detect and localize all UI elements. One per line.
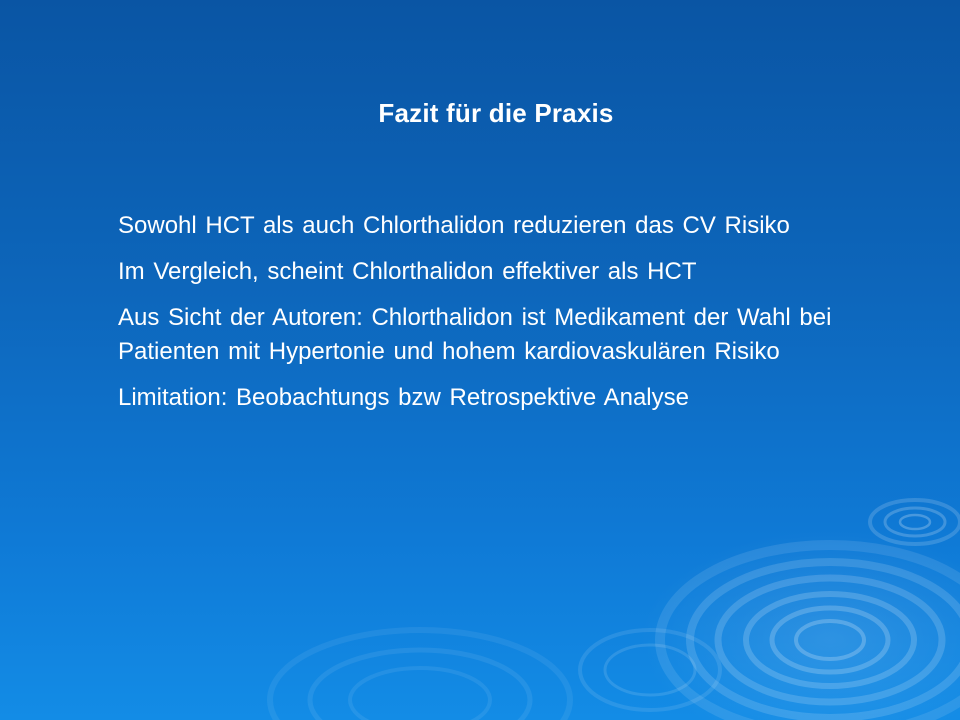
bullet-item: Aus Sicht der Autoren: Chlorthalidon ist Medikament der Wahl bei Patienten mit Hypertonie und hohem kardiovaskulären Risiko: [118, 304, 832, 365]
ripple-faint: [270, 630, 570, 720]
slide-title: Fazit für die Praxis: [378, 98, 614, 128]
bullet-item: Sowohl HCT als auch Chlorthalidon reduzieren das CV Risiko: [118, 212, 790, 239]
bullet-item: Limitation: Beobachtungs bzw Retrospektive Analyse: [118, 384, 689, 411]
bullet-item: Im Vergleich, scheint Chlorthalidon effektiver als HCT: [118, 258, 697, 285]
bullet-list: [118, 209, 848, 427]
